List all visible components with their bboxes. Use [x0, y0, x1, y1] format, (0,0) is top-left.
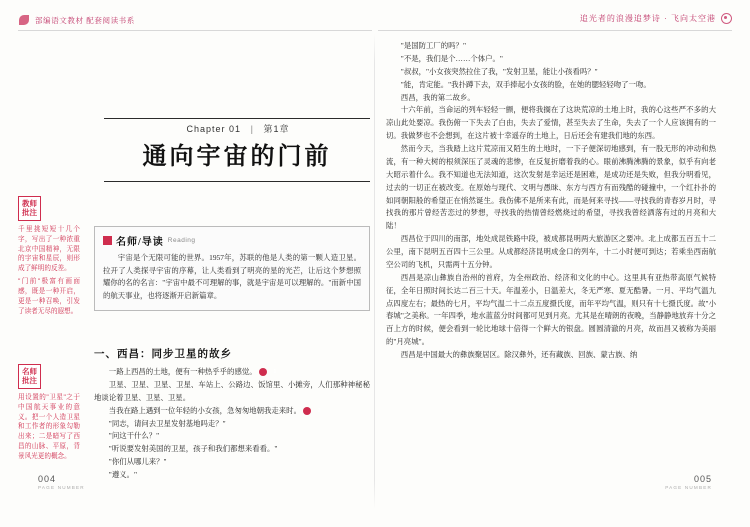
- paragraph: 十六年前，当命运的列车轻轻一颤，便将我搁在了这块荒凉的土地上时，我的心这些严不多的大凉山此处要凉。我伤俯一下失去了白由，失去了爱情，甚至失去了生命，失去了一个人应该拥有的一切。我做梦也不会想到，在这片被十幸遥存的土地上，日后还会有建我们地的东西。: [386, 105, 716, 141]
- paragraph: [94, 405, 370, 418]
- paragraph: [94, 366, 370, 379]
- chapter-label: [118, 122, 358, 135]
- left-body-text: [94, 366, 370, 482]
- dialog-line: "叔叔，"小女孩突然拉住了我，"发射卫星，能让小孩看吗？": [400, 66, 598, 76]
- dialog-line: "听说要发射美国的卫星，孩子和我们都想来看看。": [108, 444, 278, 454]
- dialog-line: "问这干什么？": [108, 431, 160, 441]
- header-left-label: 部编语文教材 配套阅读书系: [35, 16, 135, 25]
- margin-note-tag: [18, 196, 41, 221]
- guide-reading-subtitle: Reading: [167, 237, 196, 244]
- page-title: 通向宇宙的门前: [142, 144, 332, 170]
- square-bullet-icon: [103, 236, 112, 245]
- page-number-label: PAGE NUMBER: [665, 485, 712, 490]
- guide-reading-header: [103, 233, 361, 248]
- paragraph: 然而今天，当我踏上这片荒凉而又陌生的土地时，一下子便深切地感到，有一股无形的冲动和热流，有一种大树的根须深压了灵魂的悲惨，在反复折磨着我的心。眼前沸腾沸腾的景象，似乎有向老大昭示着什么。我不知道也无法知道，这次发射是幸运还是困难，是成功还是失败，但我分明看见，过去的一切正在被改变。在原始与现代、文明与愚昧、东方与西方有而残酷的碰撞中，一个红扑扑的如同朝阳般的希望正在悄然诞生。我伤佛不是所来有此，而是何来寻找——寻找我的青春岁月时，寻找我的那片曾经苦恋过的梦想，寻找我的热情曾经燃烧过的希望，寻找我曾经洒落有过的月亮和大陆！: [386, 144, 716, 231]
- flower-icon: [18, 14, 31, 27]
- margin-note-tag-line2: 批注: [22, 208, 37, 218]
- guide-reading-text: 宇宙是个无限可能的世界。1957年，苏联的他是人类的第一颗人造卫星。拉开了人类探寻宇宙的序幕，让人类看到了明亮的星的光芒，让后这个梦想照耀你的名的名言："宇宙中最不可理解的事，就是宇宙是可以理解的。"而新中国的航天事业，也将逐渐开启新篇章。: [103, 253, 361, 301]
- paragraph: 西昌位于四川的南部，地处成昆铁路中段，被成都昆明两大旅游区之要冲。北上成都五百五十二公里，南下昆明五百四十三公里。从成都经济昆明成金口的列车，十二小时便可到达；若乘坐西南航空公司的飞机，只需两十五分钟。: [386, 234, 716, 269]
- chapter-label-en: Chapter 01: [186, 124, 242, 134]
- margin-note-paragraph: 用设置的"卫星"之于中国航天事业的意义。把一个人造卫星和工作者的形象勾勒出来；二是暗写了西昌的山脉、平原，背景风光更的概念。: [18, 393, 80, 461]
- chapter-rule-top: [104, 118, 370, 119]
- annotation-marker-1: 1: [259, 368, 267, 376]
- right-body-text: [386, 40, 716, 362]
- dialog-line: "你们从哪儿来？": [108, 457, 167, 467]
- margin-note-expert: [18, 364, 80, 465]
- header-rule-right: [378, 30, 732, 31]
- margin-note-tag: [18, 364, 41, 389]
- guide-reading-title: 名师/导读: [116, 237, 164, 248]
- dialog-line: "是国防工厂的吗？": [400, 41, 466, 50]
- dialog-line: "同志，请问去卫星发射基地吗走？": [108, 418, 226, 428]
- margin-note-body: [18, 393, 80, 462]
- paragraph: 西昌是中国最大的彝族聚居区。除汉彝外，还有藏族、回族、蒙古族、纳: [400, 350, 638, 359]
- left-page: [18, 40, 370, 502]
- dot-icon: [721, 13, 732, 24]
- paragraph-text: 一路上西昌的土地，便有一种热乎乎的感觉。: [108, 367, 257, 376]
- paragraph: 卫星、卫星、卫星、卫星、车站上、公路边、饭馆里、小摊旁，人们那种神秘秘地谈论着卫星、卫星、卫星。: [94, 379, 370, 402]
- page-number-label: PAGE NUMBER: [38, 485, 85, 490]
- right-page: [386, 40, 732, 502]
- chapter-label-sep: |: [250, 124, 254, 134]
- paragraph: 西昌是凉山彝族自治州的首府，为全州政治、经济和文化的中心。这里具有亚热带高原气候特征，全年日照时间长达二百三十天。年温差小，日温差大，冬无严寒、夏无酷暑。一月、平均气温九点四度左右；最热的七月，平均气温二十二点五度摄氏度，而年平均气温，则只有十七摄氏度。故"小春城"之美称。一年四季，地水蓝蓝分时间都可见到月亮。尤其是在晴朗的夜晚，当静静地放弃十分之百上方的时候，便会看到一轮比地球十倍得一个鲜大的银盘。圆圆清澈的月亮，故而昌又被称为美丽的"月亮城"。: [386, 272, 716, 347]
- margin-note-teacher: [18, 196, 80, 320]
- annotation-marker-2: 2: [303, 407, 311, 415]
- margin-note-body: [18, 225, 80, 317]
- folio-right: [665, 474, 712, 490]
- margin-note-paragraph: 千里挑短短十几个字，写出了一种浓重北京中国精神，无限的宇宙和星辰，则形成了鲜明的反差。: [18, 225, 80, 273]
- dialog-line: "能，肯定能。"我扑蹲下去，双手捧起小女孩的脸，在她的腮轻轻吻了一吻。: [400, 79, 651, 89]
- margin-note-tag-line2: 批注: [22, 376, 37, 386]
- section-heading: 一、西昌：同步卫星的故乡: [94, 349, 232, 360]
- paragraph: 西昌，我的第二故乡。: [400, 92, 475, 102]
- header-left: [18, 14, 135, 27]
- guide-reading-box: [94, 226, 370, 311]
- chapter-label-cn: 第1章: [263, 124, 290, 134]
- margin-note-paragraph: "门前"极富有画面感，既是一种开启，更是一种召唤，引发了读者无尽的遐想。: [18, 278, 80, 315]
- dialog-line: "遵义。": [108, 470, 138, 479]
- page-number: 004: [38, 474, 57, 484]
- paragraph-text: 当我在路上遇到一位年轻的小女孩，急匆匆地朝我走来时。: [108, 405, 301, 415]
- margin-note-tag-line1: 教师: [22, 199, 37, 208]
- page-gutter: [374, 34, 375, 509]
- header-rule-left: [18, 30, 372, 31]
- header-right-label: 追光者的浪漫追梦诗 · 飞向太空港: [579, 14, 716, 23]
- page-number: 005: [693, 474, 712, 484]
- chapter-rule-bottom: [104, 181, 370, 182]
- header-right: [580, 13, 732, 24]
- dialog-line: "不是，我们是个……个体户。": [400, 53, 503, 63]
- margin-note-tag-line1: 名师: [22, 367, 37, 376]
- folio-left: [38, 474, 85, 490]
